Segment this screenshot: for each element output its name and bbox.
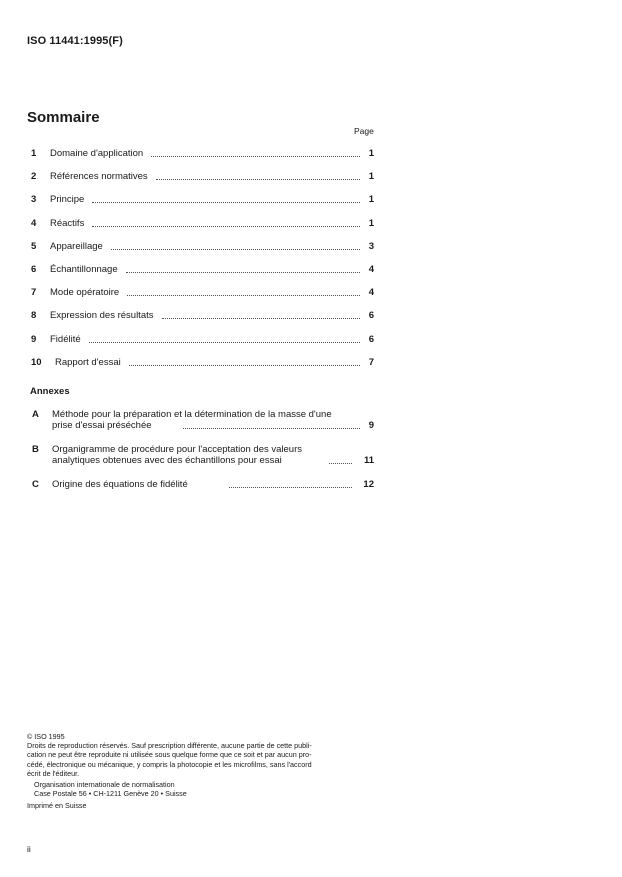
annex-page-number: 9 (368, 420, 374, 431)
toc-entry-title: Principe (50, 194, 88, 205)
toc-entry[interactable] (27, 148, 374, 162)
dot-leader (329, 462, 352, 464)
toc-entry-title: Références normatives (50, 171, 152, 182)
toc-entry-title: Mode opératoire (50, 287, 123, 298)
dot-leader (229, 486, 352, 488)
toc-entry-page: 3 (368, 241, 374, 252)
toc-entry[interactable] (27, 287, 374, 301)
page-number: ii (27, 844, 31, 854)
dot-leader (183, 427, 360, 429)
toc-entry[interactable] (27, 218, 374, 232)
organization-name: Organisation internationale de normalisation (34, 780, 175, 790)
annex-letter: C (32, 479, 39, 490)
annex-letter: A (32, 409, 39, 420)
toc-entry[interactable] (27, 241, 374, 255)
dot-leader (162, 317, 360, 319)
dot-leader (126, 271, 360, 273)
toc-entry[interactable] (27, 194, 374, 208)
toc-entry-number: 3 (31, 194, 37, 205)
dot-leader (129, 364, 360, 366)
dot-leader (92, 225, 360, 227)
toc-entry-title: Expression des résultats (50, 310, 158, 321)
printed-in: Imprimé en Suisse (27, 801, 87, 811)
rights-line: cation ne peut être reproduite ni utilisée sous quelque forme que ce soit et par aucun pro- (27, 750, 312, 760)
annexes-heading: Annexes (30, 386, 70, 397)
dot-leader (151, 155, 360, 157)
annex-title-line-1: Origine des équations de fidélité (52, 479, 188, 490)
toc-entry[interactable] (27, 334, 374, 348)
rights-line: Droits de reproduction réservés. Sauf prescription différente, aucune partie de cette publi- (27, 741, 312, 751)
toc-entry-number: 5 (31, 241, 37, 252)
annex-title-line-1: Méthode pour la préparation et la détermination de la masse d'une (52, 409, 332, 420)
toc-entry-page: 1 (368, 171, 374, 182)
toc-entry-page: 6 (368, 310, 374, 321)
annex-entry-a[interactable] (27, 409, 374, 435)
annex-page-number: 11 (363, 455, 374, 466)
toc-entry-number: 6 (31, 264, 37, 275)
toc-entry-page: 7 (368, 357, 374, 368)
toc-entry-number: 7 (31, 287, 37, 298)
annex-page-number: 12 (363, 479, 374, 490)
page-title: Sommaire (27, 109, 100, 126)
annex-title-line-2: analytiques obtenues avec des échantillons pour essai (52, 455, 282, 466)
rights-line: cédé, électronique ou mécanique, y compris la photocopie et les microfilms, sans l'accord (27, 759, 312, 769)
annex-entry-b[interactable] (27, 444, 374, 470)
dot-leader (92, 201, 360, 203)
toc-entry-title: Échantillonnage (50, 264, 122, 275)
copyright-year: © ISO 1995 (27, 732, 65, 741)
organization-address: Case Postale 56 • CH-1211 Genève 20 • Suisse (34, 789, 187, 799)
toc-entry-number: 9 (31, 334, 37, 345)
annex-title-line-2: prise d'essai préséchée (52, 420, 152, 431)
toc-entry-page: 1 (368, 194, 374, 205)
copyright-notice (27, 732, 375, 811)
toc-entry[interactable] (27, 171, 374, 185)
annex-entry-c[interactable] (27, 479, 374, 493)
toc-entry-title: Appareillage (50, 241, 107, 252)
page-column-label: Page (354, 126, 374, 136)
toc-entry-page: 6 (368, 334, 374, 345)
toc-entry-number: 2 (31, 171, 37, 182)
dot-leader (89, 341, 360, 343)
toc-entry-title: Fidélité (50, 334, 85, 345)
toc-entry-title: Réactifs (50, 218, 88, 229)
toc-entry[interactable] (27, 264, 374, 278)
toc-entry[interactable] (27, 310, 374, 324)
annex-title-line-1: Organigramme de procédure pour l'acceptation des valeurs (52, 444, 303, 455)
toc-entry-page: 1 (368, 218, 374, 229)
toc-entry-page: 4 (368, 264, 374, 275)
toc-entry-number: 1 (31, 148, 37, 159)
toc-entry-title: Domaine d'application (50, 148, 147, 159)
dot-leader (127, 294, 360, 296)
toc-entry[interactable] (27, 357, 374, 371)
dot-leader (111, 248, 360, 250)
toc-entry-number: 10 (31, 357, 42, 368)
toc-entry-number: 8 (31, 310, 37, 321)
toc-entry-title: Rapport d'essai (55, 357, 125, 368)
annex-letter: B (32, 444, 39, 455)
toc-entry-page: 1 (368, 148, 374, 159)
dot-leader (156, 178, 360, 180)
toc-entry-page: 4 (368, 287, 374, 298)
toc-entry-number: 4 (31, 218, 37, 229)
rights-line: écrit de l'éditeur. (27, 768, 80, 778)
document-id: ISO 11441:1995(F) (27, 35, 123, 47)
